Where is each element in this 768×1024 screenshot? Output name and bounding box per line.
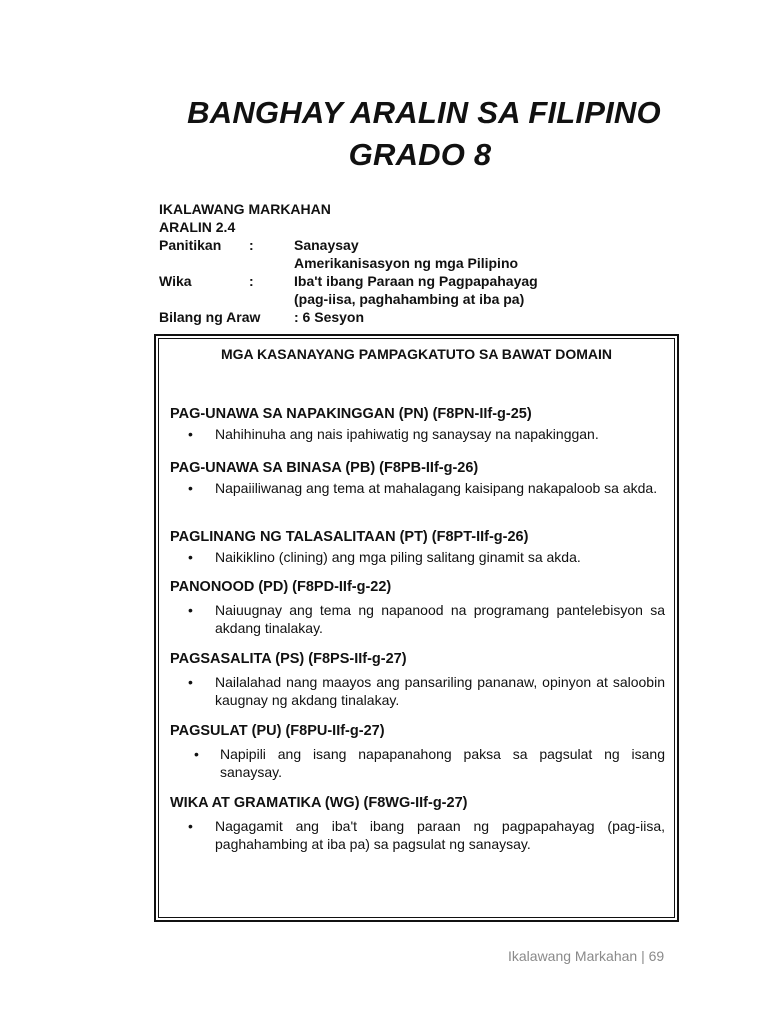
- bullet: •: [188, 674, 193, 690]
- araw-value: : 6 Sesyon: [294, 309, 365, 325]
- bullet: •: [188, 549, 193, 565]
- domain-text: Nagagamit ang iba't ibang paraan ng pagpapahayag (pag-iisa, paghahambing at iba pa) sa pagsulat ng sanaysay.: [215, 818, 665, 852]
- domain-item: [170, 601, 665, 637]
- domain-heading: PAGLINANG NG TALASALITAAN (PT) (F8PT-IIf-g-26): [170, 529, 529, 545]
- domain-section: [170, 650, 665, 709]
- domain-heading: PAGSASALITA (PS) (F8PS-IIf-g-27): [170, 651, 407, 667]
- bullet: •: [194, 746, 199, 762]
- domain-section: [170, 578, 665, 637]
- domain-text: Napipili ang isang napapanahong paksa sa pagsulat ng isang sanaysay.: [220, 746, 665, 780]
- competency-box-heading: MGA KASANAYANG PAMPAGKATUTO SA BAWAT DOMAIN: [221, 346, 612, 362]
- document-subtitle: GRADO 8: [348, 137, 492, 172]
- wika-value: Iba't ibang Paraan ng Pagpapahayag: [294, 273, 538, 289]
- domain-heading: WIKA AT GRAMATIKA (WG) (F8WG-IIf-g-27): [170, 795, 468, 811]
- quarter-label: IKALAWANG MARKAHAN: [159, 201, 331, 217]
- domain-item: [170, 673, 665, 709]
- domain-section: [170, 405, 665, 443]
- domain-section: [170, 794, 665, 853]
- domain-text: Napaiiliwanag ang tema at mahalagang kaisipang nakapaloob sa akda.: [215, 480, 658, 496]
- page-footer: Ikalawang Markahan | 69: [508, 948, 665, 964]
- domain-item: [170, 548, 665, 566]
- bullet: •: [188, 602, 193, 618]
- domain-section: [170, 528, 665, 566]
- domain-item: [170, 817, 665, 853]
- bullet: •: [188, 818, 193, 834]
- domain-item: [170, 479, 665, 497]
- domain-section: [170, 459, 665, 497]
- domain-text: Nailalahad nang maayos ang pansariling pananaw, opinyon at saloobin kaugnay ng akdang tinalakay.: [215, 674, 665, 708]
- domain-section: [170, 722, 665, 781]
- domain-item: [170, 425, 665, 443]
- domain-text: Naikiklino (clining) ang mga piling salitang ginamit sa akda.: [215, 549, 581, 565]
- domain-heading: PAGSULAT (PU) (F8PU-IIf-g-27): [170, 723, 385, 739]
- lesson-number: ARALIN 2.4: [159, 219, 236, 235]
- domain-text: Nahihinuha ang nais ipahiwatig ng sanaysay na napakinggan.: [215, 426, 599, 442]
- document-title: BANGHAY ARALIN SA FILIPINO: [187, 95, 661, 130]
- bullet: •: [188, 426, 193, 442]
- domain-heading: PAG-UNAWA SA BINASA (PB) (F8PB-IIf-g-26): [170, 460, 479, 476]
- panitikan-value: Sanaysay: [294, 237, 359, 253]
- wika-label: Wika: [159, 273, 192, 289]
- panitikan-title: Amerikanisasyon ng mga Pilipino: [294, 255, 519, 271]
- wika-colon: :: [249, 273, 254, 289]
- domain-heading: PANONOOD (PD) (F8PD-IIf-g-22): [170, 579, 392, 595]
- araw-label: Bilang ng Araw: [159, 309, 261, 325]
- domain-text: Naiuugnay ang tema ng napanood na programang pantelebisyon sa akdang tinalakay.: [215, 602, 665, 636]
- domain-item: [170, 745, 665, 781]
- panitikan-label: Panitikan: [159, 237, 222, 253]
- wika-detail: (pag-iisa, paghahambing at iba pa): [294, 291, 525, 307]
- bullet: •: [188, 480, 193, 496]
- panitikan-colon: :: [249, 237, 254, 253]
- domain-heading: PAG-UNAWA SA NAPAKINGGAN (PN) (F8PN-IIf-g-25): [170, 406, 532, 422]
